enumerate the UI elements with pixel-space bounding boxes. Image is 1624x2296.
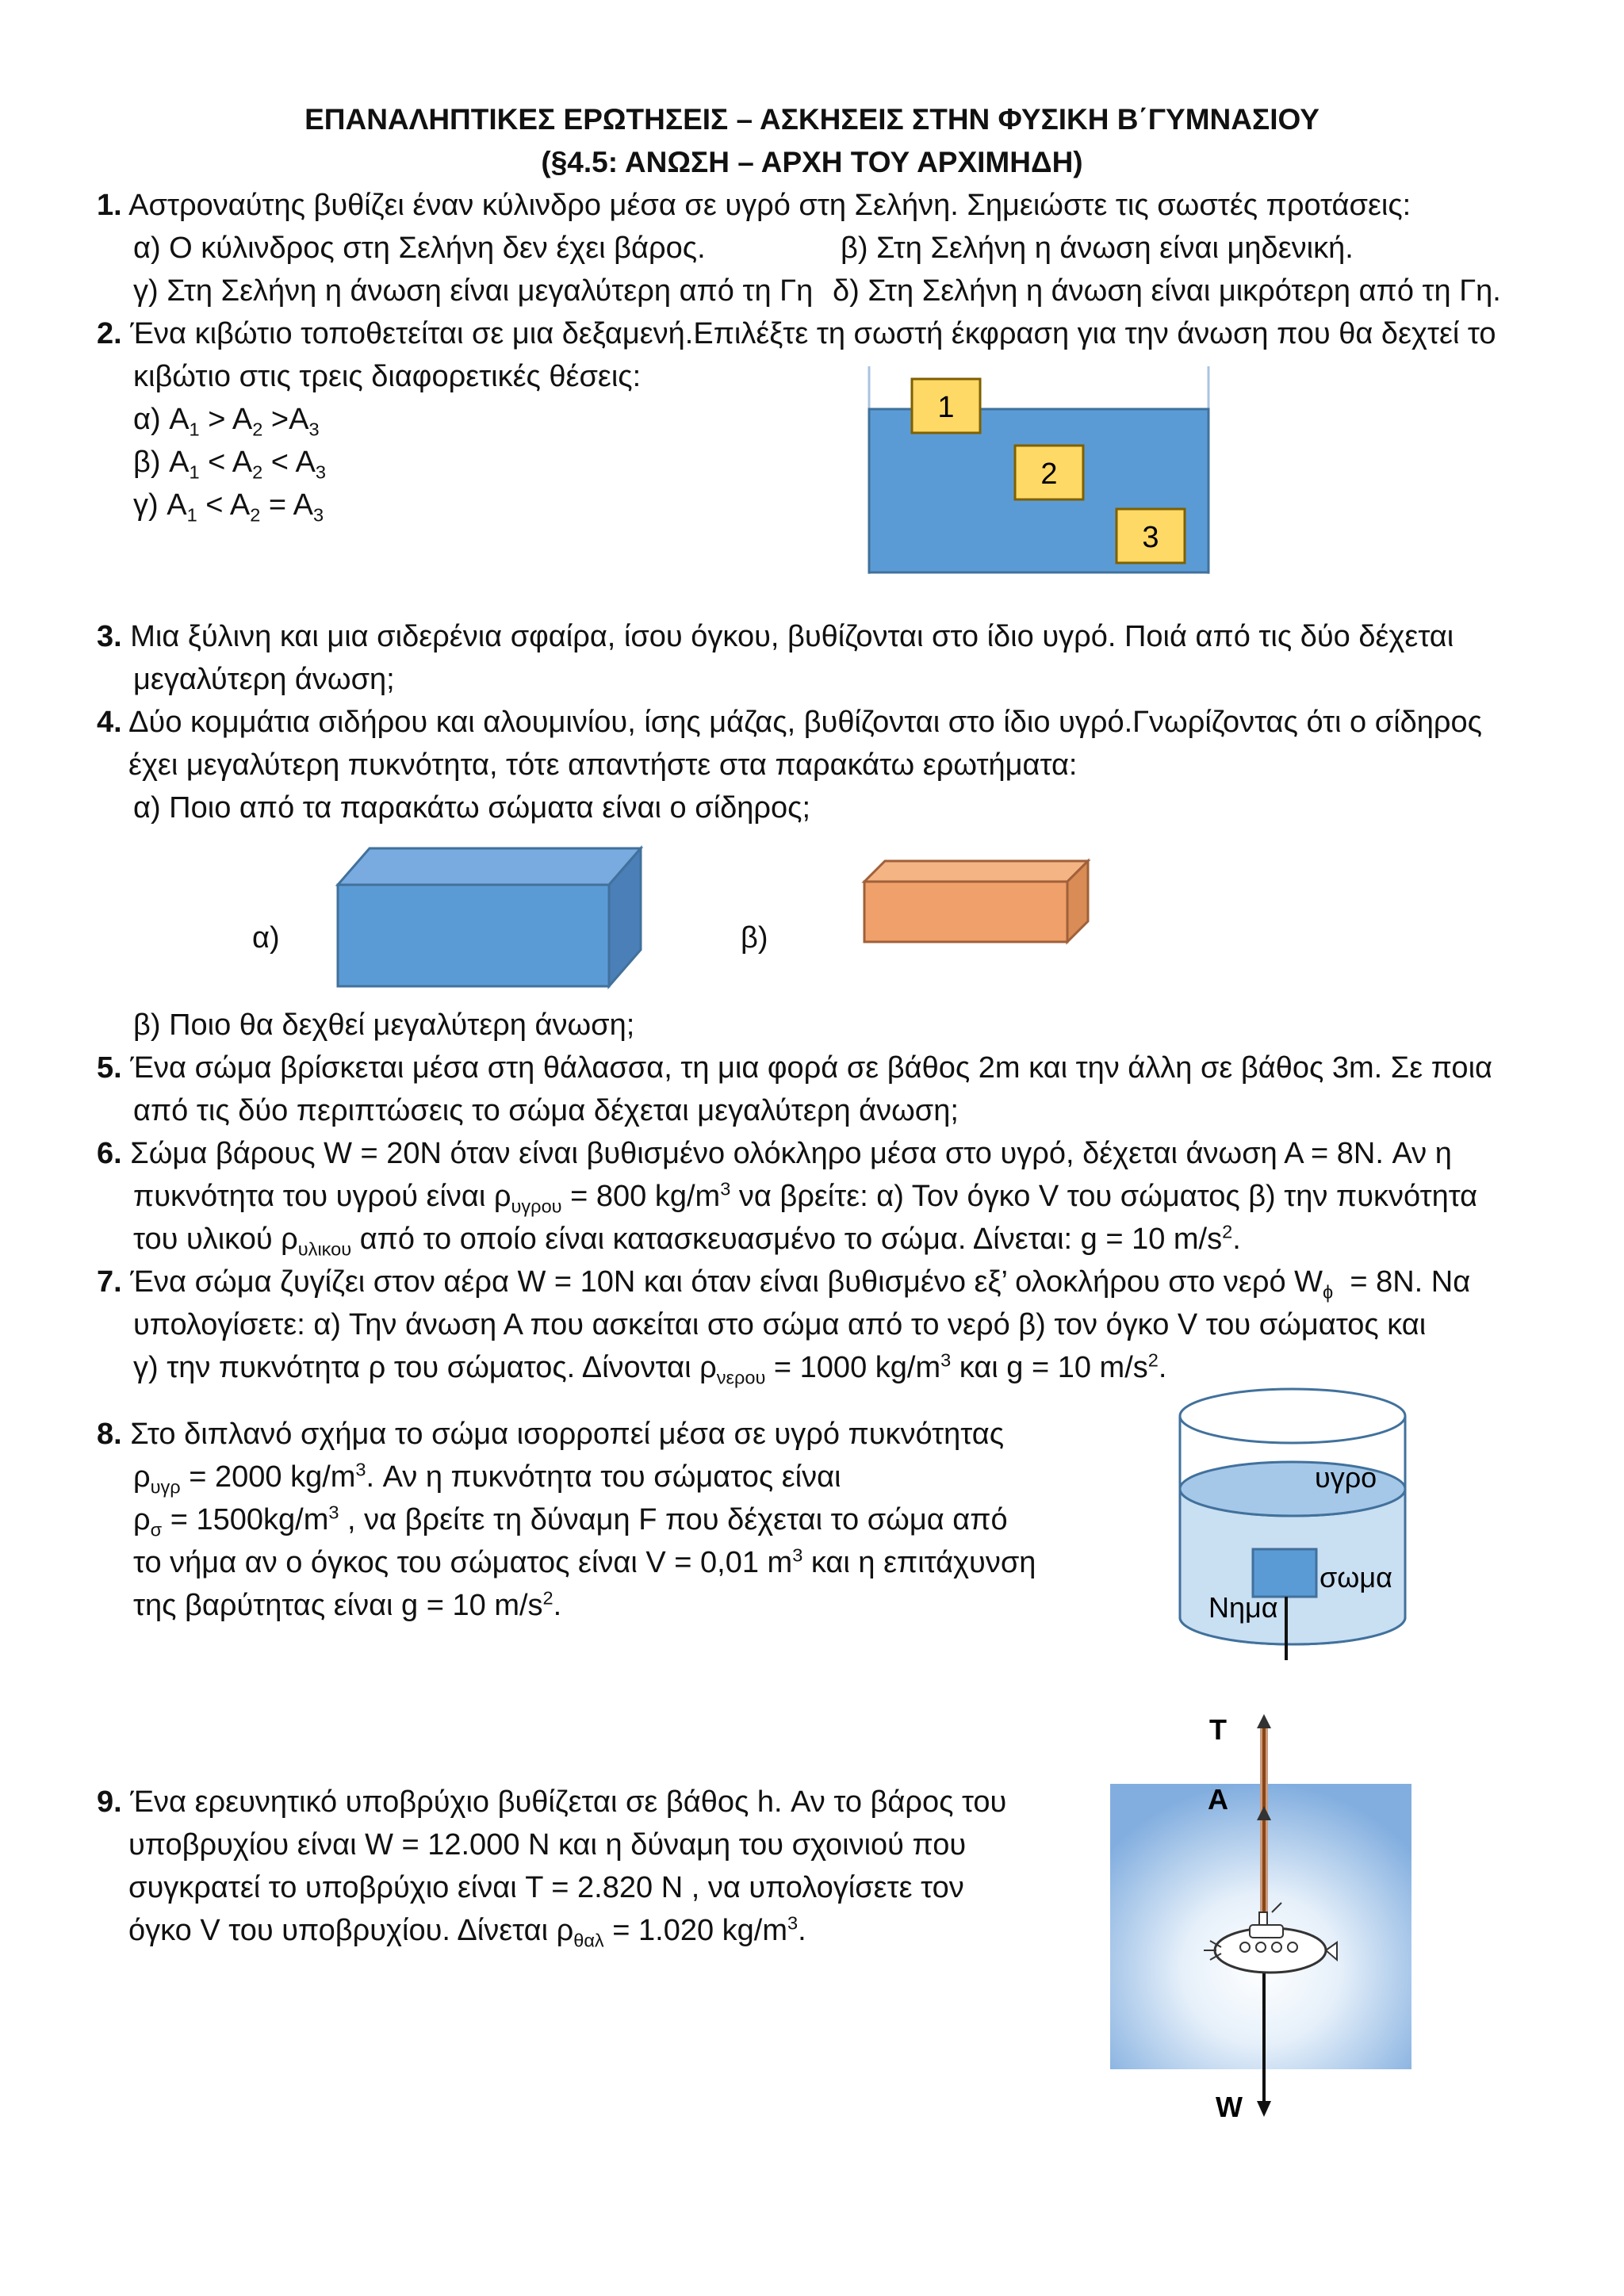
question-number: 6.	[97, 1137, 122, 1170]
question-2	[97, 312, 1496, 355]
question-number: 1.	[97, 189, 122, 222]
crate-label-2: 2	[1040, 457, 1058, 491]
question-number: 4.	[97, 706, 122, 739]
submerged-body	[1253, 1549, 1316, 1597]
question-9: 9. Ένα ερευνητικό υποβρύχιο βυθίζεται σε βάθος h. Αν το βάρος του	[97, 1785, 1007, 1819]
question-3	[97, 615, 1454, 658]
buoyancy-label: A	[1208, 1783, 1228, 1816]
liquid-label: υγρο	[1315, 1461, 1377, 1494]
question-number: 3.	[97, 620, 122, 653]
q7-text-line-3: γ) την πυκνότητα ρ του σώματος. Δίνονται $\rho_{\nu\varepsilon\rho o\upsilon} = 1000$ $kg/m^3$ και g = 10 $m/s^2$.	[133, 1349, 1167, 1388]
question-text: Ένα σώμα βρίσκεται μέσα στη θάλασσα, τη μια φορά σε βάθος 2m και την άλλη σε βάθος 3m. Σε ποια	[121, 1051, 1492, 1085]
question-6	[97, 1132, 1452, 1175]
q1-option-b: β) Στη Σελήνη η άνωση είναι μηδενική.	[841, 232, 1354, 265]
title-line-2: (§4.5: ΑΝΩΣΗ – ΑΡΧΗ ΤΟΥ ΑΡΧΙΜΗΔΗ)	[541, 146, 1083, 178]
q4-label-a: α)	[252, 921, 280, 955]
question-1	[97, 184, 1411, 227]
q2-option-a: α) $A_1 > A_2 >A_3$	[133, 403, 320, 440]
question-text: Μια ξύλινη και μια σιδερένια σφαίρα, ίσου όγκου, βυθίζονται στο ίδιο υγρό. Ποιά από τις δύο δέχεται	[121, 620, 1454, 653]
title-line-1: ΕΠΑΝΑΛΗΠΤΙΚΕΣ ΕΡΩΤΗΣΕΙΣ – ΑΣΚΗΣΕΙΣ ΣΤΗΝ ΦΥΣΙΚΗ Β΄ΓΥΜΝΑΣΙΟΥ	[304, 103, 1320, 136]
tension-label: T	[1209, 1713, 1227, 1746]
weight-label: W	[1216, 2091, 1243, 2123]
block-b-top	[864, 861, 1088, 882]
question-text: Σώμα βάρους W = 20N όταν είναι βυθισμένο ολόκληρο μέσα στο υγρό, δέχεται άνωση Α = 8N. Αν η	[121, 1137, 1452, 1170]
body-label: σωμα	[1320, 1561, 1392, 1594]
q8-text-line-2: $\rho_{\upsilon\gamma\rho} = 2000$ $kg/m^3$. Αν η πυκνότητα του σώματος είναι	[133, 1459, 841, 1498]
block-a-figure	[336, 847, 645, 989]
thread-label: Νημα	[1208, 1591, 1278, 1624]
question-text: Δύο κομμάτια σιδήρου και αλουμινίου, ίσης μάζας, βυθίζονται στο ίδιο υγρό.Γνωρίζοντας ότι ο σίδηρος	[121, 706, 1482, 739]
q5-text-line-2: από τις δύο περιπτώσεις το σώμα δέχεται μεγαλύτερη άνωση;	[133, 1094, 959, 1127]
q1-option-d: δ) Στη Σελήνη η άνωση είναι μικρότερη από τη Γη.	[833, 274, 1501, 308]
q6-text-line-3: του υλικού $\rho_{\upsilon\lambda\iota\kappa o\upsilon}$ από το οποίο είναι κατασκευασμένο το σώμα. Δίνεται: g = 10 $m/s^2$.	[133, 1221, 1241, 1260]
question-8: 8. Στο διπλανό σχήμα το σώμα ισορροπεί μέσα σε υγρό πυκνότητας	[97, 1418, 1005, 1451]
q3-text-line-2: μεγαλύτερη άνωση;	[133, 663, 395, 696]
question-5	[97, 1047, 1492, 1089]
question-number: 7.	[97, 1265, 122, 1299]
question-7: 7. Ένα σώμα ζυγίζει στον αέρα W = 10N και όταν είναι βυθισμένο εξ’ ολοκλήρου στο νερό $W_\phi = 8N$. Να	[97, 1265, 1471, 1303]
q2-option-b: β) $A_1 < A_2 < A_3$	[133, 446, 326, 483]
q4-sub-question-a: α) Ποιο από τα παρακάτω σώματα είναι ο σίδηρος;	[133, 791, 811, 825]
beaker-rim	[1180, 1389, 1405, 1443]
question-number: 9.	[97, 1785, 122, 1819]
q2-text-line-2: κιβώτιο στις τρεις διαφορετικές θέσεις:	[133, 360, 642, 393]
block-a-front	[338, 885, 609, 986]
q4-sub-question-b: β) Ποιο θα δεχθεί μεγαλύτερη άνωση;	[133, 1008, 635, 1042]
submarine-figure	[1102, 1712, 1435, 2125]
q8-text-line-3: $\rho_\sigma = 1500kg/m^3$ , να βρείτε τη δύναμη F που δέχεται το σώμα από	[133, 1502, 1008, 1540]
block-b-figure	[863, 859, 1090, 945]
question-number: 5.	[97, 1051, 122, 1085]
block-b-front	[864, 882, 1067, 942]
q8-text-line-4: το νήμα αν ο όγκος του σώματος είναι V = 0,01 $m^3$ και η επιτάχυνση	[133, 1544, 1036, 1579]
weight-arrow-head	[1257, 2101, 1271, 2117]
q4-label-b: β)	[741, 921, 768, 955]
q7-text-line-2: υπολογίσετε: α) Την άνωση Α που ασκείται στο σώμα από το νερό β) τον όγκο V του σώματος και	[133, 1308, 1427, 1341]
tank-figure	[864, 366, 1213, 580]
beaker-figure	[1174, 1380, 1427, 1665]
crate-label-1: 1	[937, 391, 955, 424]
block-a-top	[338, 848, 641, 885]
question-text: Ένα κιβώτιο τοποθετείται σε μια δεξαμενή.Επιλέξτε τη σωστή έκφραση για την άνωση που θα δεχτεί το	[121, 317, 1496, 350]
question-number: 8.	[97, 1418, 122, 1451]
q9-text-line-2: υποβρυχίου είναι W = 12.000 N και η δύναμη του σχοινιού που	[128, 1828, 967, 1862]
q6-text-line-2: πυκνότητα του υγρού είναι $\rho_{\upsilon\gamma\rho o\upsilon} = 800$ $kg/m^3$ να βρείτε: α) Τον όγκο V του σώματος β) την πυκνότητα	[133, 1178, 1478, 1217]
crate-label-3: 3	[1142, 521, 1159, 554]
q8-text-line-5: της βαρύτητας είναι g = 10 $m/s^2$.	[133, 1587, 562, 1622]
q1-option-c: γ) Στη Σελήνη η άνωση είναι μεγαλύτερη από τη Γη	[133, 274, 814, 308]
question-number: 2.	[97, 317, 122, 350]
tension-arrow-head	[1257, 1714, 1271, 1728]
q9-text-line-4: όγκο V του υποβρυχίου. Δίνεται $\rho_{\theta\alpha\lambda} = 1.020$ $kg/m^3$.	[128, 1912, 806, 1951]
q4-text-line-2: έχει μεγαλύτερη πυκνότητα, τότε απαντήστε στα παρακάτω ερωτήματα:	[128, 748, 1078, 782]
q1-option-a: α) Ο κύλινδρος στη Σελήνη δεν έχει βάρος.	[133, 232, 706, 265]
q9-text-line-3: συγκρατεί το υποβρύχιο είναι T = 2.820 N , να υπολογίσετε τον	[128, 1871, 964, 1904]
q2-option-c: γ) $A_1 < A_2 = A_3$	[133, 488, 324, 526]
question-4	[97, 701, 1482, 744]
question-text: Αστροναύτης βυθίζει έναν κύλινδρο μέσα σε υγρό στη Σελήνη. Σημειώστε τις σωστές προτάσεις:	[121, 189, 1411, 222]
